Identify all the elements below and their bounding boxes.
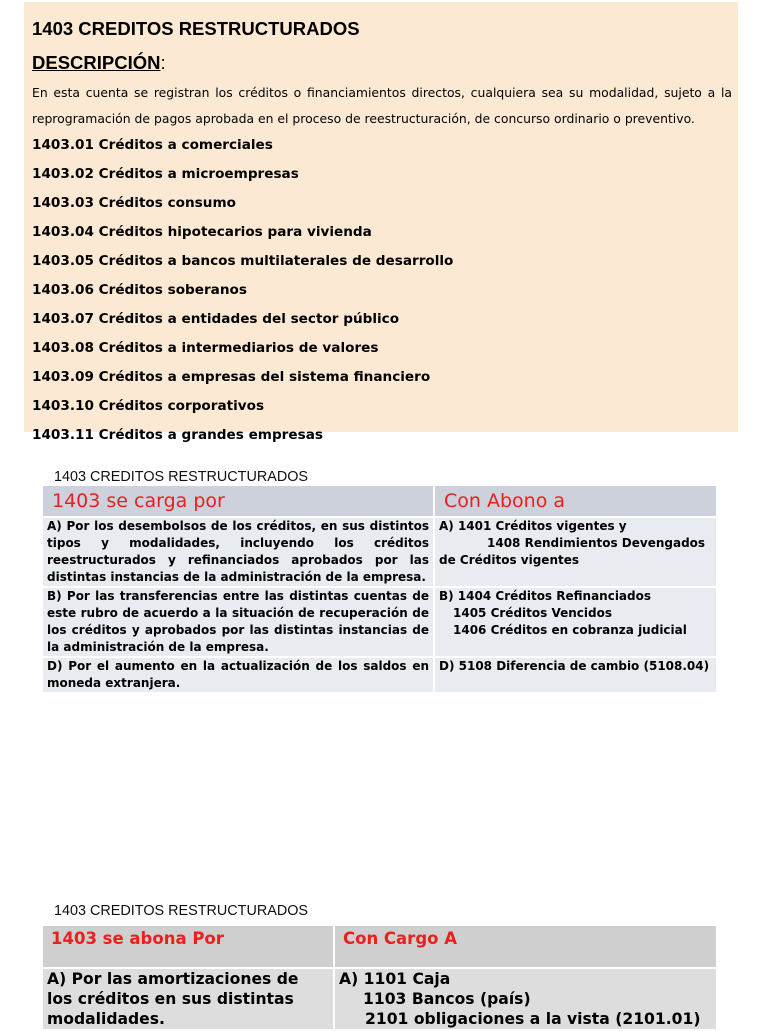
- table-row: [42, 657, 717, 693]
- list-item: 1403.09 Créditos a empresas del sistema financiero: [32, 369, 431, 385]
- page-title: 1403 CREDITOS RESTRUCTURADOS: [32, 18, 360, 39]
- table-row: [42, 587, 717, 657]
- charge-table: [41, 484, 718, 694]
- header-charge: 1403 se carga por: [42, 485, 434, 517]
- header-credit: Con Abono a: [434, 485, 717, 517]
- list-item: 1403.04 Créditos hipotecarios para vivienda: [32, 224, 372, 240]
- header-charge-to: Con Cargo A: [334, 925, 717, 968]
- table-row: [42, 968, 717, 1030]
- table-header-row: [42, 925, 717, 968]
- table2-caption: 1403 CREDITOS RESTRUCTURADOS: [54, 903, 309, 919]
- account-line: 1406 Créditos en cobranza judicial: [453, 623, 687, 637]
- list-item: 1403.02 Créditos a microempresas: [32, 166, 299, 182]
- account-line: B) 1404 Créditos Refinanciados: [439, 589, 652, 603]
- account-line: A) 1401 Créditos vigentes y: [439, 519, 627, 533]
- account-line: D) 5108 Diferencia de cambio (5108.04): [439, 659, 710, 673]
- account-line: 2101 obligaciones a la vista (2101.01): [365, 1010, 701, 1028]
- list-item: 1403.03 Créditos consumo: [32, 195, 236, 211]
- row-accounts: [434, 517, 717, 587]
- account-line: 1408 Rendimientos Devengados de Créditos vigentes: [439, 536, 706, 567]
- account-line: A) 1101 Caja: [339, 970, 451, 988]
- row-description: A) Por las amortizaciones de los créditos en sus distintas modalidades.: [42, 968, 334, 1030]
- row-accounts: [334, 968, 717, 1030]
- list-item: 1403.01 Créditos a comerciales: [32, 137, 273, 153]
- description-heading: [32, 52, 166, 74]
- account-line: 1103 Bancos (país): [363, 990, 531, 1008]
- row-accounts: [434, 657, 717, 693]
- credit-table: [41, 924, 718, 1031]
- list-item: 1403.05 Créditos a bancos multilaterales de desarrollo: [32, 253, 454, 269]
- table-header-row: [42, 485, 717, 517]
- header-credit-by: 1403 se abona Por: [42, 925, 334, 968]
- subaccount-list: [32, 134, 453, 453]
- list-item: 1403.06 Créditos soberanos: [32, 282, 247, 298]
- table-row: [42, 517, 717, 587]
- description-panel: [24, 2, 738, 443]
- list-item: 1403.08 Créditos a intermediarios de valores: [32, 340, 379, 356]
- row-description: A) Por los desembolsos de los créditos, en sus distintos tipos y modalidades, incluyendo los créditos reestructurados y refinanciados aprobados por las distintas instancias de la administración de la empresa.: [42, 517, 434, 587]
- description-colon: :: [160, 52, 166, 73]
- list-item: 1403.11 Créditos a grandes empresas: [32, 427, 323, 443]
- row-description: B) Por las transferencias entre las distintas cuentas de este rubro de acuerdo a la situación de recuperación de los créditos y aprobados por las distintas instancias de la administración de la empresa.: [42, 587, 434, 657]
- row-accounts: [434, 587, 717, 657]
- list-item: 1403.07 Créditos a entidades del sector público: [32, 311, 400, 327]
- account-line: 1405 Créditos Vencidos: [453, 606, 612, 620]
- description-text: En esta cuenta se registran los créditos o financiamientos directos, cualquiera sea su modalidad, sujeto a la reprogramación de pagos aprobada en el proceso de reestructuración, de concurso ordinario o preventivo.: [32, 85, 732, 126]
- table1-caption: 1403 CREDITOS RESTRUCTURADOS: [54, 469, 309, 485]
- list-item: 1403.10 Créditos corporativos: [32, 398, 265, 414]
- row-description: D) Por el aumento en la actualización de los saldos en moneda extranjera.: [42, 657, 434, 693]
- description-label: DESCRIPCIÓN: [32, 52, 161, 73]
